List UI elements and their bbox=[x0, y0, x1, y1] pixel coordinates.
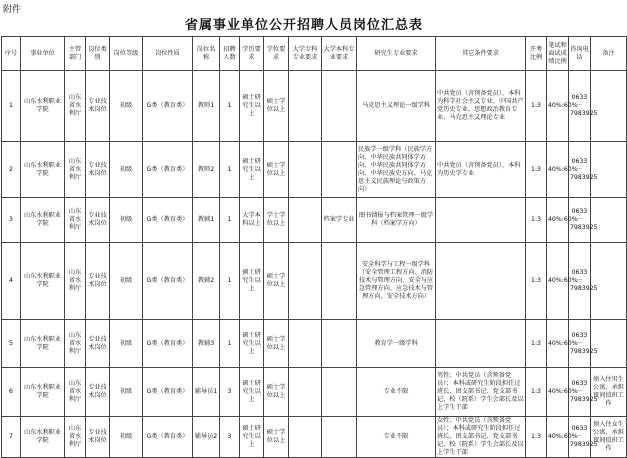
cell-count: 1 bbox=[220, 243, 240, 320]
cell-unit: 山东水利职业学院 bbox=[21, 320, 65, 368]
cell-college bbox=[289, 71, 322, 142]
table-row bbox=[2, 320, 627, 368]
cell-dept: 山东省水利厅 bbox=[65, 198, 86, 243]
header-cell: 咨询电话 bbox=[569, 37, 591, 71]
cell-college bbox=[289, 243, 322, 320]
cell-no: 7 bbox=[2, 417, 21, 458]
cell-count: 1 bbox=[220, 198, 240, 243]
cell-level: 初级 bbox=[110, 417, 143, 458]
cell-score: 40%:60% bbox=[547, 71, 569, 142]
cell-degree: 硕士学位以上 bbox=[264, 417, 289, 458]
cell-degree: 硕士学位以上 bbox=[264, 142, 289, 198]
cell-note bbox=[591, 320, 627, 368]
header-cell: 学历要求 bbox=[240, 37, 264, 71]
cell-other: 中共党员（含预备党员），本科为历史学专业 bbox=[436, 142, 526, 198]
cell-edu: 硕士研究生以上 bbox=[240, 417, 264, 458]
cell-other bbox=[436, 198, 526, 243]
cell-no: 1 bbox=[2, 71, 21, 142]
cell-graduate: 专业不限 bbox=[357, 368, 436, 417]
cell-degree: 硕士学位以上 bbox=[264, 320, 289, 368]
cell-level: 初级 bbox=[110, 243, 143, 320]
cell-unit: 山东水利职业学院 bbox=[21, 417, 65, 458]
cell-category: 专业技术岗位 bbox=[86, 368, 110, 417]
cell-graduate: 教育学一级学科 bbox=[357, 320, 436, 368]
cell-other bbox=[436, 320, 526, 368]
cell-phone: 0633－7983925 bbox=[569, 198, 591, 243]
cell-phone: 0633－7983925 bbox=[569, 142, 591, 198]
cell-score: 40%:60% bbox=[547, 198, 569, 243]
cell-note bbox=[591, 142, 627, 198]
header-cell: 备注 bbox=[591, 37, 627, 71]
cell-degree: 学士学位以上 bbox=[264, 198, 289, 243]
cell-score: 40%:60% bbox=[547, 368, 569, 417]
cell-dept: 山东省水利厅 bbox=[65, 368, 86, 417]
cell-unit: 山东水利职业学院 bbox=[21, 368, 65, 417]
header-cell: 学位要求 bbox=[264, 37, 289, 71]
cell-nature: G类（教育类） bbox=[143, 142, 193, 198]
cell-no: 2 bbox=[2, 142, 21, 198]
cell-count: 3 bbox=[220, 368, 240, 417]
cell-bachelor bbox=[322, 243, 357, 320]
cell-college bbox=[289, 142, 322, 198]
cell-college bbox=[289, 368, 322, 417]
cell-no: 4 bbox=[2, 243, 21, 320]
cell-count: 1 bbox=[220, 71, 240, 142]
cell-phone: 0633－7983925 bbox=[569, 320, 591, 368]
cell-phone: 0633－7983925 bbox=[569, 71, 591, 142]
cell-graduate: 专业不限 bbox=[357, 417, 436, 458]
cell-edu: 硕士研究生以上 bbox=[240, 320, 264, 368]
cell-bachelor bbox=[322, 142, 357, 198]
cell-bachelor bbox=[322, 320, 357, 368]
cell-graduate: 马克思主义理论一级学科 bbox=[357, 71, 436, 142]
cell-post: 教辅2 bbox=[193, 243, 220, 320]
cell-category: 专业技术岗位 bbox=[86, 320, 110, 368]
cell-nature: G类（教育类） bbox=[143, 71, 193, 142]
cell-dept: 山东省水利厅 bbox=[65, 320, 86, 368]
cell-bachelor bbox=[322, 71, 357, 142]
cell-other: 女性；中共党员（含预备党员）；本科或研究生阶段担任过班长、团支部书记、党支部书记、校（院系）学生会部长及以上学生干部 bbox=[437, 417, 524, 456]
cell-other: 中共党员（含预备党员），本科为科学社会主义专业、中国共产党历史专业、思想政治教育专业、马克思主义理论专业 bbox=[436, 71, 526, 142]
cell-note: 须入住女生公寓，承担夜间值班工作 bbox=[591, 417, 627, 458]
cell-note bbox=[591, 243, 627, 320]
cell-bachelor bbox=[322, 368, 357, 417]
cell-nature: G类（教育类） bbox=[143, 243, 193, 320]
cell-other bbox=[436, 243, 526, 320]
cell-post: 教辅3 bbox=[193, 320, 220, 368]
cell-edu: 硕士研究生以上 bbox=[240, 368, 264, 417]
cell-note: 须入住男生公寓，承担夜间值班工作 bbox=[591, 368, 627, 417]
cell-level: 初级 bbox=[110, 368, 143, 417]
table-row bbox=[2, 198, 627, 243]
header-row bbox=[2, 37, 627, 71]
cell-edu: 大学本科以上 bbox=[240, 198, 264, 243]
cell-post: 教辅1 bbox=[193, 198, 220, 243]
cell-bachelor: 档案学专业 bbox=[322, 198, 357, 243]
attachment-label: 附件 bbox=[3, 5, 22, 15]
cell-nature: G类（教育类） bbox=[143, 368, 193, 417]
cell-score: 40%:60% bbox=[547, 243, 569, 320]
cell-category: 专业技术岗位 bbox=[86, 243, 110, 320]
cell-category: 专业技术岗位 bbox=[86, 198, 110, 243]
cell-edu: 硕士研究生以上 bbox=[240, 71, 264, 142]
cell-nature: G类（教育类） bbox=[143, 417, 193, 458]
table-row bbox=[2, 417, 627, 458]
cell-other: 男性；中共党员（含预备党员）；本科或研究生阶段担任过班长、团支部书记、党支部书记、校（院系）学生会部长及以上学生干部 bbox=[436, 368, 526, 417]
cell-no: 5 bbox=[2, 320, 21, 368]
cell-nature: G类（教育类） bbox=[143, 198, 193, 243]
header-cell: 研究生专业要求 bbox=[357, 37, 436, 71]
table-row bbox=[2, 71, 627, 142]
cell-unit: 山东水利职业学院 bbox=[21, 198, 65, 243]
cell-dept: 山东省水利厅 bbox=[65, 243, 86, 320]
cell-dept: 山东省水利厅 bbox=[65, 71, 86, 142]
cell-count: 1 bbox=[220, 320, 240, 368]
cell-post: 辅导员2 bbox=[193, 417, 220, 458]
header-cell: 笔试和面试成绩比例 bbox=[547, 37, 569, 71]
cell-post: 教师2 bbox=[193, 142, 220, 198]
cell-nature: G类（教育类） bbox=[143, 320, 193, 368]
cell-level: 初级 bbox=[110, 198, 143, 243]
header-cell: 岗位性质 bbox=[143, 37, 193, 71]
header-cell: 岗位类别 bbox=[86, 37, 110, 71]
header-cell: 大学专科专业要求 bbox=[289, 37, 322, 71]
cell-category: 专业技术岗位 bbox=[86, 417, 110, 458]
cell-count: 1 bbox=[220, 142, 240, 198]
cell-ratio: 1:3 bbox=[526, 243, 547, 320]
header-cell: 序号 bbox=[2, 37, 21, 71]
table-row bbox=[2, 142, 627, 198]
cell-category: 专业技术岗位 bbox=[86, 142, 110, 198]
cell-score: 40%:60% bbox=[547, 320, 569, 368]
header-cell: 开考比例 bbox=[526, 37, 547, 71]
cell-no: 3 bbox=[2, 198, 21, 243]
cell-ratio: 1:3 bbox=[526, 142, 547, 198]
cell-phone: 0633－7983925 bbox=[569, 368, 591, 417]
cell-post: 辅导员1 bbox=[193, 368, 220, 417]
page-title: 省属事业单位公开招聘人员岗位汇总表 bbox=[184, 18, 423, 33]
cell-note bbox=[591, 198, 627, 243]
cell-unit: 山东水利职业学院 bbox=[21, 243, 65, 320]
cell-category: 专业技术岗位 bbox=[86, 71, 110, 142]
cell-ratio: 1:3 bbox=[526, 198, 547, 243]
table-row bbox=[2, 243, 627, 320]
header-cell: 招聘人数 bbox=[220, 37, 240, 71]
cell-level: 初级 bbox=[110, 71, 143, 142]
header-cell: 大学本科专业要求 bbox=[322, 37, 357, 71]
header-cell: 主管部门 bbox=[65, 37, 86, 71]
cell-unit: 山东水利职业学院 bbox=[21, 71, 65, 142]
cell-note bbox=[591, 71, 627, 142]
cell-ratio: 1:3 bbox=[526, 368, 547, 417]
cell-level: 初级 bbox=[110, 142, 143, 198]
cell-degree: 硕士学位以上 bbox=[264, 368, 289, 417]
cell-phone: 0633－7983925 bbox=[569, 417, 591, 458]
header-cell: 事业单位 bbox=[21, 37, 65, 71]
cell-ratio: 1:3 bbox=[526, 320, 547, 368]
cell-ratio: 1:3 bbox=[526, 417, 547, 458]
job-posts-table bbox=[1, 36, 627, 458]
cell-graduate: 图书情报与档案管理一级学科（档案学方向） bbox=[357, 198, 436, 243]
cell-edu: 硕士研究生以上 bbox=[240, 142, 264, 198]
cell-post: 教师1 bbox=[193, 71, 220, 142]
cell-college bbox=[289, 198, 322, 243]
cell-no: 6 bbox=[2, 368, 21, 417]
header-cell: 岗位等级 bbox=[110, 37, 143, 71]
cell-phone: 0633－7983925 bbox=[569, 243, 591, 320]
cell-dept: 山东省水利厅 bbox=[65, 142, 86, 198]
cell-graduate: 安全科学与工程一级学科（安全管理工程方向、消防技术与管理方向、安全与应急管理方向、应急技术与管理方向、安全技术方向） bbox=[357, 243, 436, 320]
cell-count: 3 bbox=[220, 417, 240, 458]
cell-college bbox=[289, 320, 322, 368]
cell-score: 40%:60% bbox=[547, 417, 569, 458]
cell-degree: 硕士学位以上 bbox=[264, 243, 289, 320]
cell-ratio: 1:3 bbox=[526, 71, 547, 142]
cell-score: 40%:60% bbox=[547, 142, 569, 198]
cell-graduate: 民族学一级学科（民族学方向、中华民族共同体学方向、中华民族共同体学方向、中华民族史方向、马克思主义民族理论与政策方向） bbox=[357, 142, 436, 198]
cell-college bbox=[289, 417, 322, 458]
header-cell: 其它条件要求 bbox=[436, 37, 526, 71]
cell-edu: 硕士研究生以上 bbox=[240, 243, 264, 320]
cell-unit: 山东水利职业学院 bbox=[21, 142, 65, 198]
header-cell: 岗位名称 bbox=[193, 37, 220, 71]
cell-dept: 山东省水利厅 bbox=[65, 417, 86, 458]
cell-bachelor bbox=[322, 417, 357, 458]
cell-degree: 硕士学位以上 bbox=[264, 71, 289, 142]
table-row bbox=[2, 368, 627, 417]
cell-level: 初级 bbox=[110, 320, 143, 368]
